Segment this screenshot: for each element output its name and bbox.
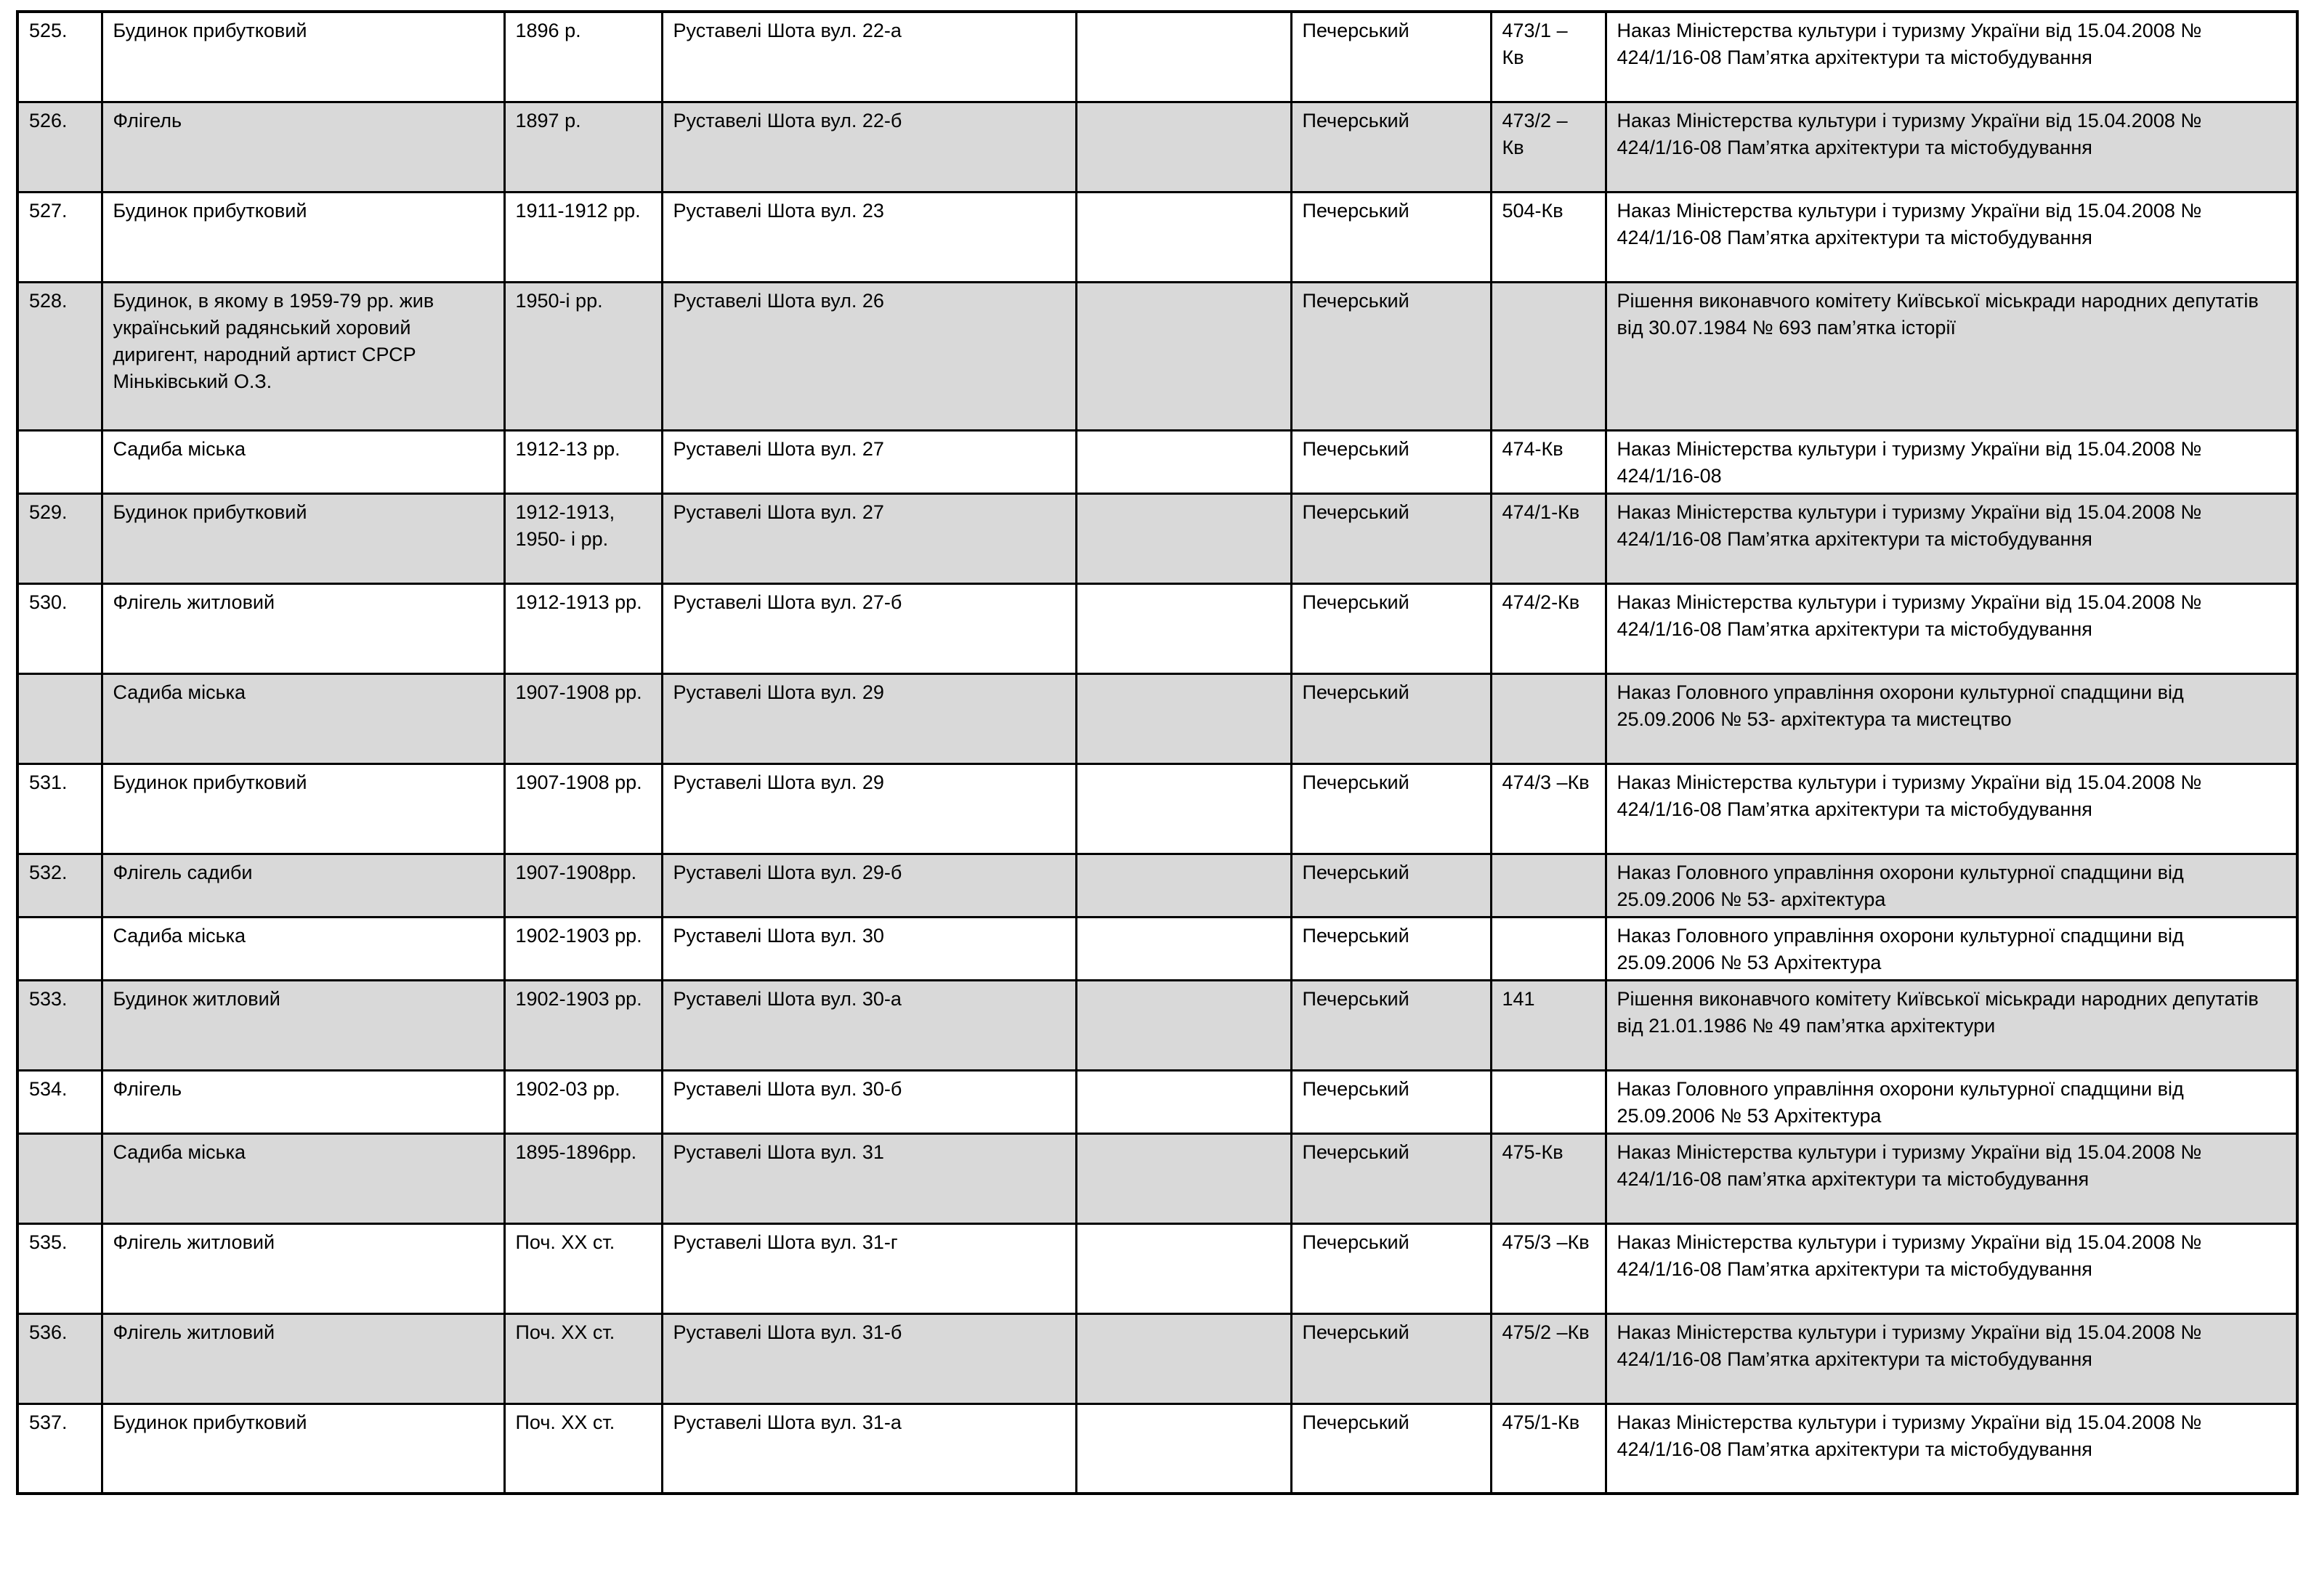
registration-document-cell: Наказ Міністерства культури і туризму України від 15.04.2008 № 424/1/16-08 Пам’ятка архітектури та містобудування bbox=[1606, 1223, 2297, 1313]
row-number-cell: 535. bbox=[17, 1223, 102, 1313]
protection-number-cell bbox=[1491, 673, 1606, 763]
address-cell: Руставелі Шота вул. 23 bbox=[662, 192, 1076, 282]
protection-number-cell bbox=[1491, 917, 1606, 980]
empty-cell-cell bbox=[1076, 980, 1291, 1070]
object-name-cell: Садиба міська bbox=[102, 917, 504, 980]
object-name-cell: Садиба міська bbox=[102, 1133, 504, 1223]
protection-number-cell: 474-Кв bbox=[1491, 430, 1606, 493]
empty-cell-cell bbox=[1076, 583, 1291, 673]
empty-cell-cell bbox=[1076, 102, 1291, 192]
district-cell: Печерський bbox=[1291, 12, 1491, 102]
object-name-cell: Флігель житловий bbox=[102, 583, 504, 673]
registration-document-cell: Наказ Міністерства культури і туризму України від 15.04.2008 № 424/1/16-08 Пам’ятка архітектури та містобудування bbox=[1606, 1313, 2297, 1403]
row-number-cell: 536. bbox=[17, 1313, 102, 1403]
empty-cell-cell bbox=[1076, 192, 1291, 282]
object-name-cell: Будинок, в якому в 1959-79 рр. жив український радянський хоровий диригент, народний артист СРСР Міньківський О.З. bbox=[102, 282, 504, 430]
object-name-cell: Будинок житловий bbox=[102, 980, 504, 1070]
registration-document-cell: Наказ Міністерства культури і туризму України від 15.04.2008 № 424/1/16-08 Пам’ятка архітектури та містобудування bbox=[1606, 583, 2297, 673]
table-row bbox=[17, 493, 2297, 583]
construction-date-cell: 1912-1913, 1950- і рр. bbox=[504, 493, 662, 583]
protection-number-cell: 475-Кв bbox=[1491, 1133, 1606, 1223]
row-number-cell: 532. bbox=[17, 854, 102, 917]
object-name-cell: Садиба міська bbox=[102, 430, 504, 493]
registration-document-cell: Наказ Міністерства культури і туризму України від 15.04.2008 № 424/1/16-08 пам’ятка архітектури та містобудування bbox=[1606, 1133, 2297, 1223]
protection-number-cell bbox=[1491, 854, 1606, 917]
address-cell: Руставелі Шота вул. 22-а bbox=[662, 12, 1076, 102]
table-row bbox=[17, 673, 2297, 763]
empty-cell-cell bbox=[1076, 1070, 1291, 1133]
construction-date-cell: 1895-1896рр. bbox=[504, 1133, 662, 1223]
empty-cell-cell bbox=[1076, 673, 1291, 763]
protection-number-cell: 473/1 – Кв bbox=[1491, 12, 1606, 102]
registration-document-cell: Наказ Головного управління охорони культурної спадщини від 25.09.2006 № 53- архітектура bbox=[1606, 854, 2297, 917]
object-name-cell: Флігель житловий bbox=[102, 1313, 504, 1403]
address-cell: Руставелі Шота вул. 29-б bbox=[662, 854, 1076, 917]
district-cell: Печерський bbox=[1291, 282, 1491, 430]
row-number-cell bbox=[17, 430, 102, 493]
construction-date-cell: Поч. ХХ ст. bbox=[504, 1403, 662, 1494]
row-number-cell: 526. bbox=[17, 102, 102, 192]
address-cell: Руставелі Шота вул. 31-г bbox=[662, 1223, 1076, 1313]
address-cell: Руставелі Шота вул. 26 bbox=[662, 282, 1076, 430]
district-cell: Печерський bbox=[1291, 102, 1491, 192]
registration-document-cell: Наказ Міністерства культури і туризму України від 15.04.2008 № 424/1/16-08 Пам’ятка архітектури та містобудування bbox=[1606, 1403, 2297, 1494]
table-row bbox=[17, 917, 2297, 980]
registration-document-cell: Наказ Міністерства культури і туризму України від 15.04.2008 № 424/1/16-08 Пам’ятка архітектури та містобудування bbox=[1606, 12, 2297, 102]
empty-cell-cell bbox=[1076, 917, 1291, 980]
row-number-cell: 537. bbox=[17, 1403, 102, 1494]
district-cell: Печерський bbox=[1291, 493, 1491, 583]
protection-number-cell: 475/2 –Кв bbox=[1491, 1313, 1606, 1403]
table-row bbox=[17, 1313, 2297, 1403]
table-row bbox=[17, 763, 2297, 854]
object-name-cell: Будинок прибутковий bbox=[102, 493, 504, 583]
district-cell: Печерський bbox=[1291, 980, 1491, 1070]
registration-document-cell: Наказ Міністерства культури і туризму України від 15.04.2008 № 424/1/16-08 Пам’ятка архітектури та містобудування bbox=[1606, 192, 2297, 282]
district-cell: Печерський bbox=[1291, 917, 1491, 980]
district-cell: Печерський bbox=[1291, 583, 1491, 673]
registration-document-cell: Наказ Головного управління охорони культурної спадщини від 25.09.2006 № 53 Архітектура bbox=[1606, 1070, 2297, 1133]
empty-cell-cell bbox=[1076, 1223, 1291, 1313]
protection-number-cell bbox=[1491, 282, 1606, 430]
empty-cell-cell bbox=[1076, 1133, 1291, 1223]
registration-document-cell: Наказ Міністерства культури і туризму України від 15.04.2008 № 424/1/16-08 Пам’ятка архітектури та містобудування bbox=[1606, 102, 2297, 192]
protection-number-cell: 473/2 – Кв bbox=[1491, 102, 1606, 192]
construction-date-cell: 1912-1913 рр. bbox=[504, 583, 662, 673]
protection-number-cell: 474/2-Кв bbox=[1491, 583, 1606, 673]
address-cell: Руставелі Шота вул. 22-б bbox=[662, 102, 1076, 192]
address-cell: Руставелі Шота вул. 27-б bbox=[662, 583, 1076, 673]
district-cell: Печерський bbox=[1291, 1223, 1491, 1313]
registration-document-cell: Наказ Міністерства культури і туризму України від 15.04.2008 № 424/1/16-08 Пам’ятка архітектури та містобудування bbox=[1606, 493, 2297, 583]
district-cell: Печерський bbox=[1291, 1313, 1491, 1403]
object-name-cell: Будинок прибутковий bbox=[102, 763, 504, 854]
registration-document-cell: Рішення виконавчого комітету Київської міськради народних депутатів від 30.07.1984 № 693 пам’ятка історії bbox=[1606, 282, 2297, 430]
protection-number-cell: 474/3 –Кв bbox=[1491, 763, 1606, 854]
address-cell: Руставелі Шота вул. 27 bbox=[662, 493, 1076, 583]
table-row bbox=[17, 854, 2297, 917]
district-cell: Печерський bbox=[1291, 763, 1491, 854]
row-number-cell: 527. bbox=[17, 192, 102, 282]
district-cell: Печерський bbox=[1291, 854, 1491, 917]
district-cell: Печерський bbox=[1291, 1133, 1491, 1223]
district-cell: Печерський bbox=[1291, 1403, 1491, 1494]
row-number-cell: 530. bbox=[17, 583, 102, 673]
address-cell: Руставелі Шота вул. 30 bbox=[662, 917, 1076, 980]
row-number-cell: 529. bbox=[17, 493, 102, 583]
construction-date-cell: Поч. ХХ ст. bbox=[504, 1313, 662, 1403]
address-cell: Руставелі Шота вул. 31 bbox=[662, 1133, 1076, 1223]
protection-number-cell: 504-Кв bbox=[1491, 192, 1606, 282]
table-row bbox=[17, 1070, 2297, 1133]
construction-date-cell: 1912-13 рр. bbox=[504, 430, 662, 493]
row-number-cell bbox=[17, 917, 102, 980]
address-cell: Руставелі Шота вул. 27 bbox=[662, 430, 1076, 493]
object-name-cell: Флігель житловий bbox=[102, 1223, 504, 1313]
construction-date-cell: Поч. ХХ ст. bbox=[504, 1223, 662, 1313]
table-row bbox=[17, 1133, 2297, 1223]
object-name-cell: Флігель bbox=[102, 102, 504, 192]
construction-date-cell: 1896 р. bbox=[504, 12, 662, 102]
empty-cell-cell bbox=[1076, 12, 1291, 102]
row-number-cell: 528. bbox=[17, 282, 102, 430]
address-cell: Руставелі Шота вул. 30-а bbox=[662, 980, 1076, 1070]
district-cell: Печерський bbox=[1291, 1070, 1491, 1133]
construction-date-cell: 1950-і рр. bbox=[504, 282, 662, 430]
row-number-cell: 531. bbox=[17, 763, 102, 854]
row-number-cell bbox=[17, 673, 102, 763]
table-row bbox=[17, 1223, 2297, 1313]
address-cell: Руставелі Шота вул. 31-а bbox=[662, 1403, 1076, 1494]
empty-cell-cell bbox=[1076, 493, 1291, 583]
registration-document-cell: Рішення виконавчого комітету Київської міськради народних депутатів від 21.01.1986 № 49 пам’ятка архітектури bbox=[1606, 980, 2297, 1070]
address-cell: Руставелі Шота вул. 30-б bbox=[662, 1070, 1076, 1133]
protection-number-cell: 475/3 –Кв bbox=[1491, 1223, 1606, 1313]
empty-cell-cell bbox=[1076, 763, 1291, 854]
construction-date-cell: 1902-1903 рр. bbox=[504, 980, 662, 1070]
protection-number-cell: 141 bbox=[1491, 980, 1606, 1070]
table-row bbox=[17, 583, 2297, 673]
registration-document-cell: Наказ Міністерства культури і туризму України від 15.04.2008 № 424/1/16-08 Пам’ятка архітектури та містобудування bbox=[1606, 763, 2297, 854]
registration-document-cell: Наказ Головного управління охорони культурної спадщини від 25.09.2006 № 53 Архітектура bbox=[1606, 917, 2297, 980]
district-cell: Печерський bbox=[1291, 673, 1491, 763]
address-cell: Руставелі Шота вул. 29 bbox=[662, 763, 1076, 854]
protection-number-cell bbox=[1491, 1070, 1606, 1133]
construction-date-cell: 1907-1908рр. bbox=[504, 854, 662, 917]
object-name-cell: Будинок прибутковий bbox=[102, 12, 504, 102]
row-number-cell: 525. bbox=[17, 12, 102, 102]
construction-date-cell: 1907-1908 рр. bbox=[504, 763, 662, 854]
address-cell: Руставелі Шота вул. 29 bbox=[662, 673, 1076, 763]
construction-date-cell: 1902-03 рр. bbox=[504, 1070, 662, 1133]
row-number-cell: 533. bbox=[17, 980, 102, 1070]
table-row bbox=[17, 980, 2297, 1070]
construction-date-cell: 1897 р. bbox=[504, 102, 662, 192]
heritage-register-table bbox=[16, 10, 2299, 1495]
protection-number-cell: 474/1-Кв bbox=[1491, 493, 1606, 583]
row-number-cell bbox=[17, 1133, 102, 1223]
object-name-cell: Флігель bbox=[102, 1070, 504, 1133]
table-body bbox=[17, 12, 2297, 1494]
table-row bbox=[17, 282, 2297, 430]
row-number-cell: 534. bbox=[17, 1070, 102, 1133]
district-cell: Печерський bbox=[1291, 430, 1491, 493]
object-name-cell: Флігель садиби bbox=[102, 854, 504, 917]
construction-date-cell: 1907-1908 рр. bbox=[504, 673, 662, 763]
construction-date-cell: 1911-1912 рр. bbox=[504, 192, 662, 282]
empty-cell-cell bbox=[1076, 430, 1291, 493]
table-row bbox=[17, 430, 2297, 493]
registration-document-cell: Наказ Головного управління охорони культурної спадщини від 25.09.2006 № 53- архітектура та мистецтво bbox=[1606, 673, 2297, 763]
protection-number-cell: 475/1-Кв bbox=[1491, 1403, 1606, 1494]
empty-cell-cell bbox=[1076, 282, 1291, 430]
table-row bbox=[17, 102, 2297, 192]
table-row bbox=[17, 1403, 2297, 1494]
table-row bbox=[17, 12, 2297, 102]
district-cell: Печерський bbox=[1291, 192, 1491, 282]
address-cell: Руставелі Шота вул. 31-б bbox=[662, 1313, 1076, 1403]
empty-cell-cell bbox=[1076, 854, 1291, 917]
object-name-cell: Будинок прибутковий bbox=[102, 1403, 504, 1494]
object-name-cell: Садиба міська bbox=[102, 673, 504, 763]
empty-cell-cell bbox=[1076, 1313, 1291, 1403]
empty-cell-cell bbox=[1076, 1403, 1291, 1494]
construction-date-cell: 1902-1903 рр. bbox=[504, 917, 662, 980]
object-name-cell: Будинок прибутковий bbox=[102, 192, 504, 282]
table-row bbox=[17, 192, 2297, 282]
registration-document-cell: Наказ Міністерства культури і туризму України від 15.04.2008 № 424/1/16-08 bbox=[1606, 430, 2297, 493]
